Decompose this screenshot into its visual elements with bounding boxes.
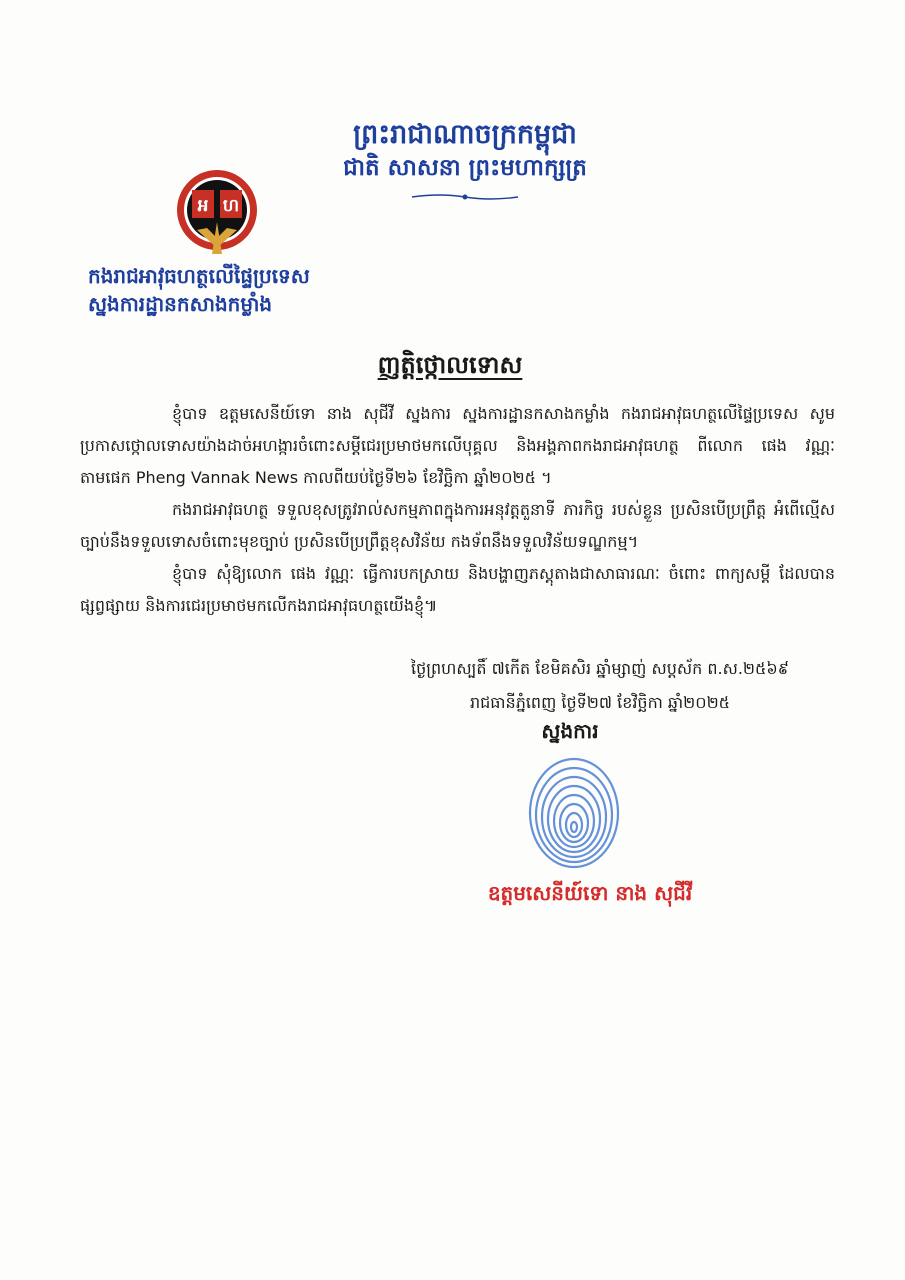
kingdom-header — [290, 118, 640, 208]
paragraph-3: ខ្ញុំបាទ សុំឱ្យលោក ផេង វណ្ណៈ ធ្វើការបកស្រាយ និងបង្ហាញភស្តុតាងជាសាធារណៈ ចំពោះ ពាក្យសម្តី ដែលបានផ្សព្វផ្សាយ និងការជេរប្រមាថមកលើកងរាជអាវុធហត្ថយើងខ្ញុំ៕ — [80, 564, 835, 615]
kingdom-name: ព្រះរាជាណាចក្រកម្ពុជា — [353, 119, 577, 150]
thumbprint-icon — [527, 755, 622, 870]
org-name: កងរាជអាវុធហត្ថលើផ្ទៃប្រទេស — [88, 264, 310, 288]
solar-date: រាជធានីភ្នំពេញ ថ្ងៃទី២៧ ខែវិច្ឆិកា ឆ្នាំ២០២៥ — [469, 693, 731, 712]
ornament-divider-icon — [410, 190, 520, 204]
paragraph-1: ខ្ញុំបាទ ឧត្តមសេនីយ៍ទោ នាង សុជីវី ស្នងការ ស្នងការដ្ឋានកសាងកម្លាំង កងរាជអាវុធហត្ថលើផ្ទៃប្រទេស សូមប្រកាសថ្កោលទោសយ៉ាងដាច់អហង្ការចំពោះសម្តីជេរប្រមាថមកលើបុគ្គល និងអង្គភាពកងរាជអាវុធហត្ថ ពីលោក ផេង វណ្ណៈ តាមផេក Pheng Vannak News កាលពីយប់ថ្ងៃទី២៦ ខែវិច្ឆិកា ឆ្នាំ២០២៥ ។ — [80, 404, 835, 487]
gendarmerie-emblem-icon — [165, 168, 269, 258]
document-body — [80, 398, 835, 622]
svg-text:ហ: ហ — [222, 196, 240, 216]
date-block — [360, 652, 840, 720]
svg-text:អ: អ — [197, 196, 209, 216]
document-title: ញត្តិថ្កោលទោស — [377, 350, 523, 379]
lunar-date: ថ្ងៃព្រហស្បតិ៍ ៧កើត ខែមិគសិរ ឆ្នាំម្សាញ់ សប្តស័ក ព.ស.២៥៦៩ — [410, 659, 790, 678]
org-department: ស្នងការដ្ឋានកសាងកម្លាំង — [88, 292, 273, 316]
paragraph-2: កងរាជអាវុធហត្ថ ទទួលខុសត្រូវរាល់សកម្មភាពក្នុងការអនុវត្តតួនាទី ភារកិច្ច របស់ខ្លួន ប្រសិនបើប្រព្រឹត្ត អំពើល្មើសច្បាប់នឹងទទួលទោសចំពោះមុខច្បាប់ ប្រសិនបើប្រព្រឹត្តខុសវិន័យ កងទ័ពនឹងទទួលវិន័យទណ្ឌកម្ម។ — [80, 500, 835, 551]
organization-block — [88, 262, 408, 318]
signer-title: ស្នងការ — [541, 719, 599, 743]
national-motto: ជាតិ សាសនា ព្រះមហាក្សត្រ — [343, 154, 587, 181]
signer-name: ឧត្តមសេនីយ៍ទោ នាង សុជីវី — [487, 881, 693, 905]
